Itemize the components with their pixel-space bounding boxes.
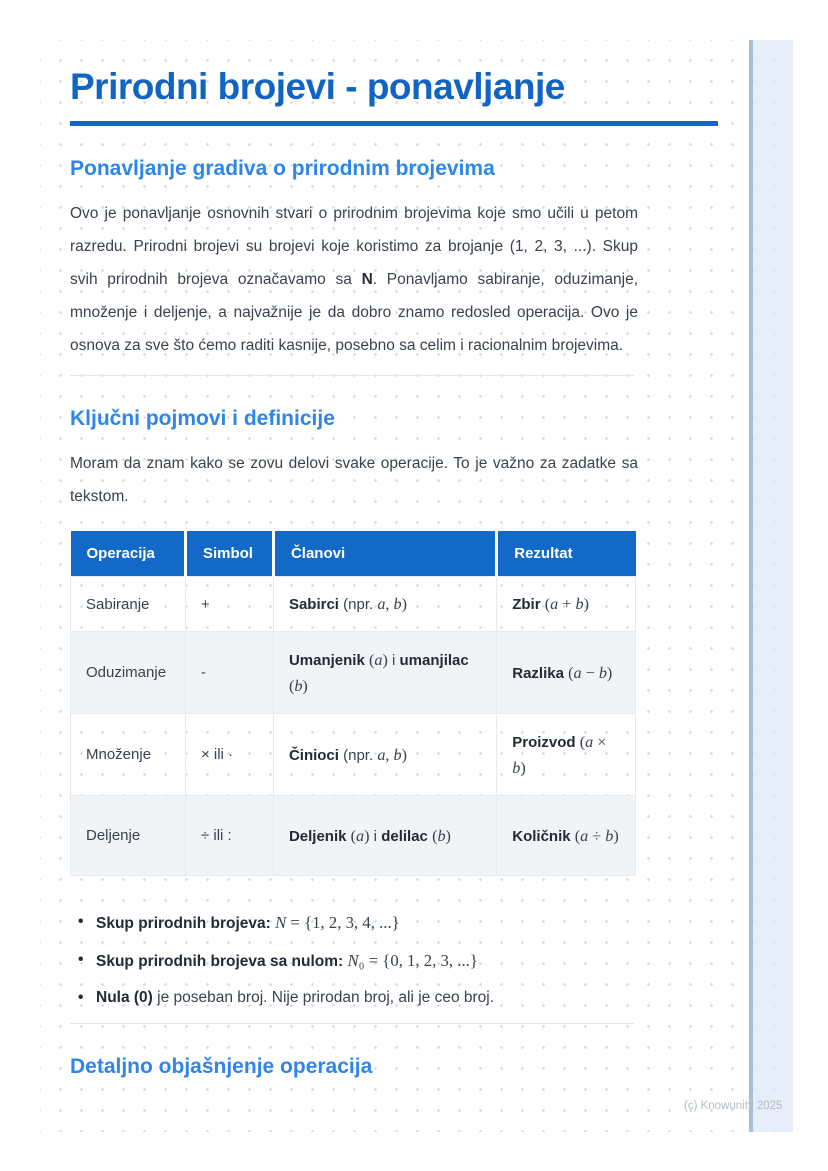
cell-operation: Množenje — [71, 714, 186, 796]
list-item: • Nula (0) je poseban broj. Nije prirodan broj, ali je ceo broj. — [70, 986, 660, 1010]
cell-members: Činioci (npr. a, b) — [273, 714, 496, 796]
cell-result: Količnik (a ÷ b) — [497, 796, 636, 876]
key-points-list — [70, 910, 660, 1010]
list-item: • Skup prirodnih brojeva: N = {1, 2, 3, 4, ...} — [70, 910, 660, 936]
table-row — [71, 796, 636, 876]
cell-result: Proizvod (a × b) — [497, 714, 636, 796]
intro-paragraph: Ovo je ponavljanje osnovnih stvari o prirodnim brojevima koje smo učili u petom razredu. Prirodni brojevi su brojevi koje koristimo za brojanje (1, 2, 3, ...). Skup svih prirodnih brojeva označavamo sa N. Ponavljamo sabiranje, oduzimanje, množenje i deljenje, a najvažnije je da dobro znamo redosled operacija. Ovo je osnova za sve što ćemo raditi kasnije, posebno sa celim i racionalnim brojevima. — [70, 205, 639, 354]
col-header-rezultat: Rezultat — [497, 531, 636, 577]
col-header-simbol: Simbol — [185, 531, 273, 577]
table-row — [71, 714, 636, 796]
cell-symbol: ÷ ili : — [185, 796, 273, 876]
cell-members: Umanjenik (a) i umanjilac (b) — [273, 632, 496, 714]
title-underline — [70, 121, 718, 126]
section-heading-detaljno: Detaljno objašnjenje operacija — [70, 1055, 373, 1078]
cell-members: Sabirci (npr. a, b) — [273, 577, 496, 632]
operations-table-body — [71, 577, 636, 876]
section-heading-pojmovi: Ključni pojmovi i definicije — [70, 407, 335, 430]
cell-symbol: - — [185, 632, 273, 714]
section-heading-ponavljanje: Ponavljanje gradiva o prirodnim brojevima — [70, 157, 495, 180]
table-row — [71, 632, 636, 714]
watermark: (c) Knowunity 2025 — [684, 1100, 783, 1112]
notebook-sheet — [40, 40, 793, 1132]
document-content — [70, 40, 720, 1080]
cell-result: Zbir (a + b) — [497, 577, 636, 632]
cell-symbol: + — [185, 577, 273, 632]
section-divider-2 — [70, 1023, 634, 1024]
operations-table — [70, 531, 636, 876]
pojmovi-paragraph: Moram da znam kako se zovu delovi svake operacije. To je važno za zadatke sa tekstom. — [70, 455, 638, 505]
cell-operation: Oduzimanje — [71, 632, 186, 714]
col-header-operacija: Operacija — [71, 531, 186, 577]
cell-operation: Deljenje — [71, 796, 186, 876]
cell-result: Razlika (a − b) — [497, 632, 636, 714]
margin-stripe — [749, 40, 793, 1132]
page-title: Prirodni brojevi - ponavljanje — [70, 66, 565, 107]
cell-symbol: × ili · — [185, 714, 273, 796]
col-header-clanovi: Članovi — [273, 531, 496, 577]
cell-members: Deljenik (a) i delilac (b) — [273, 796, 496, 876]
table-row — [71, 577, 636, 632]
list-item: • Skup prirodnih brojeva sa nulom: N₀ = {0, 1, 2, 3, ...} — [70, 948, 660, 974]
table-header-row — [71, 531, 636, 577]
cell-operation: Sabiranje — [71, 577, 186, 632]
section-divider-1 — [70, 375, 634, 376]
